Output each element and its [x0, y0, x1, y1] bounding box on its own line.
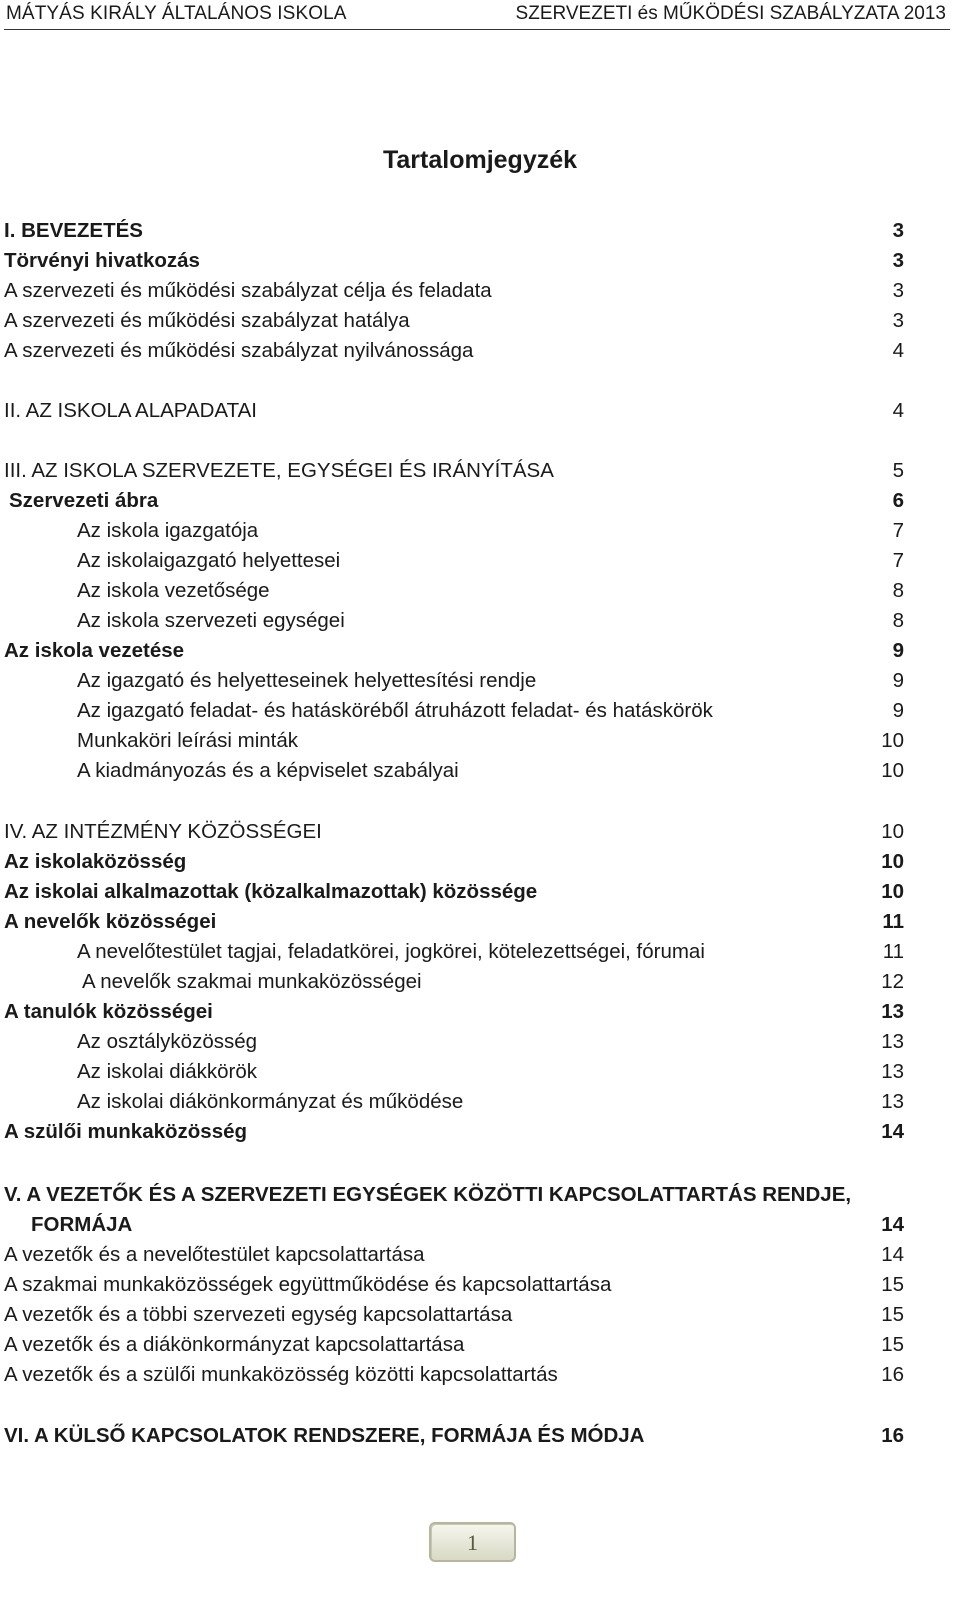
toc-entry-title: III. AZ ISKOLA SZERVEZETE, EGYSÉGEI ÉS IRÁNYÍTÁSA: [4, 459, 554, 482]
toc-entry-title: Az iskola szervezeti egységei: [77, 609, 345, 632]
toc-entry-page-number: 13: [881, 1030, 904, 1053]
toc-entry: [0, 606, 960, 636]
toc-entry: [0, 1300, 960, 1330]
toc-entry-page-number: 3: [892, 279, 904, 302]
toc-entry-title: VI. A KÜLSŐ KAPCSOLATOK RENDSZERE, FORMÁJA ÉS MÓDJA: [4, 1424, 645, 1447]
toc-entry: [0, 636, 960, 666]
toc-entry-title: V. A VEZETŐK ÉS A SZERVEZETI EGYSÉGEK KÖZÖTTI KAPCSOLATTARTÁS RENDJE,: [4, 1183, 852, 1206]
toc-entry-page-number: 10: [881, 850, 904, 873]
toc-entry-title: I. BEVEZETÉS: [4, 219, 143, 242]
toc-entry: [0, 907, 960, 937]
toc-entry: [0, 1210, 960, 1240]
toc-entry: [0, 967, 960, 997]
toc-entry-page-number: 10: [881, 880, 904, 903]
toc-entry: [0, 546, 960, 576]
toc-entry-page-number: 13: [881, 1060, 904, 1083]
toc-entry-title: A szülői munkaközösség: [4, 1120, 248, 1143]
toc-entry-title: Az iskolaközösség: [4, 850, 187, 873]
toc-entry: [0, 1360, 960, 1390]
toc-entry-page-number: 9: [892, 699, 904, 722]
toc-entry: [0, 486, 960, 516]
toc-entry-page-number: 7: [892, 549, 904, 572]
toc-entry: [0, 1117, 960, 1147]
header-school-name: MÁTYÁS KIRÁLY ÁLTALÁNOS ISKOLA: [6, 3, 347, 24]
toc-entry-title: Az iskola vezetősége: [77, 579, 270, 602]
toc-entry-page-number: 16: [881, 1424, 904, 1447]
toc-entry-page-number: 4: [892, 339, 904, 362]
toc-entry-page-number: 10: [881, 820, 904, 843]
toc-entry-title: A nevelők szakmai munkaközösségei: [82, 970, 422, 993]
toc-entry-page-number: 14: [881, 1120, 904, 1143]
toc-entry-page-number: 15: [881, 1303, 904, 1326]
toc-entry: [0, 877, 960, 907]
toc-entry: [0, 997, 960, 1027]
toc-entry-page-number: 4: [892, 399, 904, 422]
toc-entry-page-number: 8: [892, 579, 904, 602]
toc-entry: [0, 576, 960, 606]
toc-entry: [0, 306, 960, 336]
toc-entry-page-number: 3: [892, 309, 904, 332]
toc-entry: [0, 216, 960, 246]
toc-entry-page-number: 10: [881, 729, 904, 752]
toc-entry-page-number: 15: [881, 1273, 904, 1296]
toc-entry-title: Az iskola vezetése: [4, 639, 185, 662]
toc-entry-title: Szervezeti ábra: [9, 489, 159, 512]
toc-entry-title: Az iskolaigazgató helyettesei: [77, 549, 341, 572]
toc-entry-page-number: 13: [881, 1000, 904, 1023]
toc-entry-title: A vezetők és a szülői munkaközösség közötti kapcsolattartás: [4, 1363, 558, 1386]
toc-entry-page-number: 3: [892, 249, 904, 272]
toc-entry-page-number: 9: [892, 639, 904, 662]
toc-entry-page-number: 3: [892, 219, 904, 242]
toc-entry-title: A szervezeti és működési szabályzat nyilvánossága: [4, 339, 474, 362]
toc-entry-title: A nevelők közösségei: [4, 910, 217, 933]
toc-entry: [0, 1180, 960, 1210]
toc-entry: [0, 696, 960, 726]
toc-entry: [0, 666, 960, 696]
page-number: 1: [467, 1530, 478, 1555]
toc-entry: [0, 456, 960, 486]
toc-entry: [0, 276, 960, 306]
toc-entry-page-number: 15: [881, 1333, 904, 1356]
toc-entry: [0, 847, 960, 877]
toc-entry: [0, 756, 960, 786]
toc-entry-title: A szervezeti és működési szabályzat célja és feladata: [4, 279, 492, 302]
toc-entry: [0, 1087, 960, 1117]
toc-entry: [0, 1421, 960, 1451]
toc-entry-title: A nevelőtestület tagjai, feladatkörei, jogkörei, kötelezettségei, fórumai: [77, 940, 705, 963]
toc-entry-page-number: 5: [892, 459, 904, 482]
toc-entry-title: Az iskolai diákkörök: [77, 1060, 258, 1083]
toc-entry-page-number: 10: [881, 759, 904, 782]
toc-entry-page-number: 14: [881, 1243, 904, 1266]
toc-entry-title: Az igazgató feladat- és hatásköréből átruházott feladat- és hatáskörök: [77, 699, 713, 722]
toc-entry: [0, 336, 960, 366]
header-document-title: SZERVEZETI és MŰKÖDÉSI SZABÁLYZATA 2013: [515, 3, 946, 24]
toc-entry-page-number: 9: [892, 669, 904, 692]
toc-entry-title: IV. AZ INTÉZMÉNY KÖZÖSSÉGEI: [4, 820, 322, 843]
toc-entry-title: Munkaköri leírási minták: [77, 729, 299, 752]
toc-entry-page-number: 16: [881, 1363, 904, 1386]
toc-entry-page-number: 12: [881, 970, 904, 993]
page-title: Tartalomjegyzék: [382, 146, 578, 174]
toc-entry-page-number: 6: [892, 489, 904, 512]
toc-entry-page-number: 8: [892, 609, 904, 632]
toc-entry-title: II. AZ ISKOLA ALAPADATAI: [4, 399, 257, 422]
toc-entry-title: Az osztályközösség: [77, 1030, 258, 1053]
toc-entry-title: A kiadmányozás és a képviselet szabályai: [77, 759, 459, 782]
toc-entry-title: A tanulók közösségei: [4, 1000, 213, 1023]
toc-entry: [0, 1027, 960, 1057]
toc-entry-page-number: 7: [892, 519, 904, 542]
toc-entry-page-number: 13: [881, 1090, 904, 1113]
toc-entry: [0, 726, 960, 756]
toc-entry: [0, 817, 960, 847]
toc-entry: [0, 1330, 960, 1360]
toc-entry-title: A vezetők és a nevelőtestület kapcsolattartása: [4, 1243, 425, 1266]
toc-entry: [0, 396, 960, 426]
toc-entry-title: A szervezeti és működési szabályzat hatálya: [4, 309, 410, 332]
toc-entry-page-number: 11: [882, 910, 904, 933]
toc-entry-title: Az iskolai alkalmazottak (közalkalmazottak) közössége: [4, 880, 538, 903]
toc-entry-title: Az iskolai diákönkormányzat és működése: [77, 1090, 464, 1113]
toc-entry-title: A vezetők és a diákönkormányzat kapcsolattartása: [4, 1333, 465, 1356]
toc-entry-page-number: 14: [881, 1213, 904, 1236]
toc-entry-title: Törvényi hivatkozás: [4, 249, 200, 272]
toc-entry-title: A szakmai munkaközösségek együttműködése és kapcsolattartása: [4, 1273, 612, 1296]
toc-entry-page-number: 11: [882, 940, 904, 963]
toc-entry: [0, 246, 960, 276]
toc-entry: [0, 1057, 960, 1087]
toc-entry-title: FORMÁJA: [31, 1213, 133, 1236]
page-number-badge: [429, 1522, 516, 1562]
toc-entry: [0, 516, 960, 546]
toc-entry-title: Az iskola igazgatója: [77, 519, 259, 542]
toc-entry: [0, 937, 960, 967]
toc-entry-title: Az igazgató és helyetteseinek helyettesítési rendje: [77, 669, 537, 692]
toc-entry: [0, 1270, 960, 1300]
toc-entry-title: A vezetők és a többi szervezeti egység kapcsolattartása: [4, 1303, 513, 1326]
toc-entry: [0, 1240, 960, 1270]
